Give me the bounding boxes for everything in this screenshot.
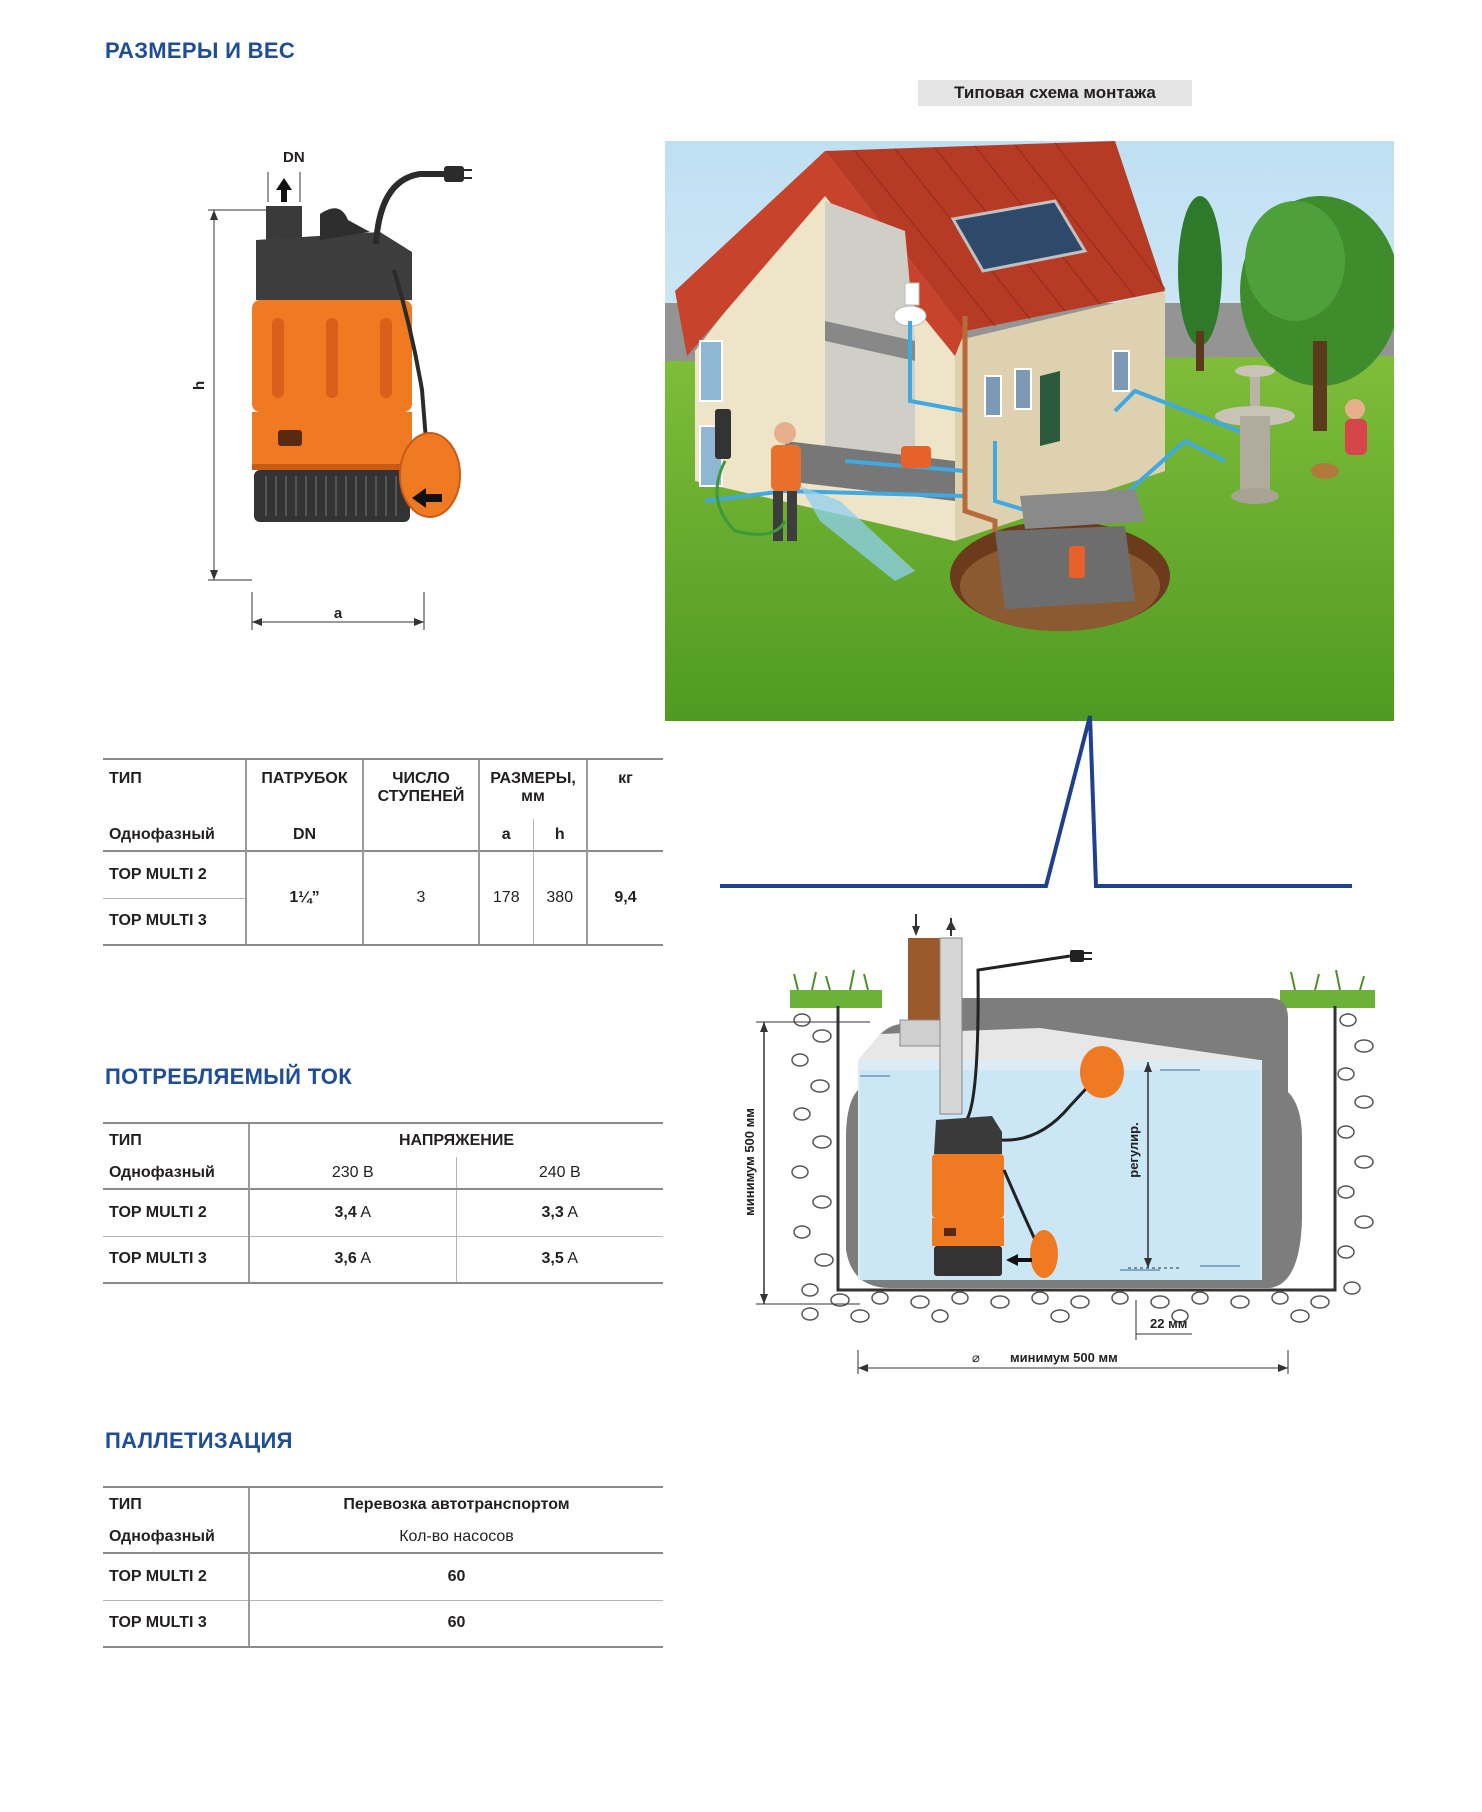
dimensions-table [103,758,663,946]
current-cell: 3,3 A [456,1189,663,1236]
pallet-table [103,1486,663,1648]
front-door [1040,371,1060,446]
pallet-title: ПАЛЛЕТИЗАЦИЯ [105,1428,293,1453]
voltage-240: 240 В [456,1157,663,1189]
subheader-a: a [479,819,533,851]
grass-right [1280,990,1375,1008]
woman-figure [1345,399,1365,419]
dimensions-title: РАЗМЕРЫ И ВЕС [105,38,296,63]
cell-h: 380 [533,851,587,945]
tank [995,526,1135,609]
hand-pump [715,409,731,459]
current-cell: 3,4 A [249,1189,456,1236]
header-size: РАЗМЕРЫ, мм [479,759,587,819]
dog-figure [1311,463,1339,479]
table-row-model: TOP MULTI 3 [103,1600,249,1647]
regul-label: регулир. [1126,1122,1141,1178]
outlet-arrow-icon [276,178,292,202]
cell-dn: 1¼” [246,851,363,945]
man-figure [774,422,796,444]
table-row-model: TOP MULTI 2 [103,1189,249,1236]
h-label: h [191,380,208,390]
connector-lines [720,700,1380,900]
cell-a: 178 [479,851,533,945]
table-row-model: TOP MULTI 3 [103,1236,249,1283]
pump-body [932,1154,1004,1218]
min-diameter-label: минимум 500 мм [1010,1350,1118,1365]
subheader-dn: DN [246,819,363,851]
header-type: ТИП [103,1487,249,1521]
pump-dimension-drawing [180,140,580,640]
current-cell: 3,5 A [456,1236,663,1283]
current-cell: 3,6 A [249,1236,456,1283]
table-row-model: TOP MULTI 3 [103,898,246,945]
tank-section-drawing [740,910,1390,1450]
pump-cap [934,1116,1002,1154]
table-row-model: TOP MULTI 2 [103,1553,249,1600]
cell-stages: 3 [363,851,479,945]
water [860,1070,1260,1280]
diameter-symbol: ⌀ [972,1350,980,1365]
plug-icon [1070,950,1084,962]
header-type: ТИП [103,759,246,819]
pump-motor-cap [256,232,412,300]
subheader-phase: Однофазный [109,1163,215,1181]
header-voltage: НАПРЯЖЕНИЕ [249,1123,663,1157]
outlet-pipe [940,938,962,1114]
voltage-230: 230 В [249,1157,456,1189]
house-installation-illustration [665,141,1394,721]
a-label: a [333,605,343,622]
grass-left [790,990,882,1008]
power-cable [376,174,448,244]
dn-label: DN [283,149,305,166]
cell-kg: 9,4 [587,851,663,945]
current-table [103,1122,663,1284]
subheader-phase: Однофазный [109,825,215,843]
float-switch [1080,1046,1124,1098]
scheme-label: Типовая схема монтажа [918,80,1192,106]
subheader-qty: Кол-во насосов [249,1521,663,1553]
qty-cell: 60 [249,1553,663,1600]
gap-label: 22 мм [1150,1316,1188,1331]
header-transport: Перевозка автотранспортом [249,1487,663,1521]
tree [1178,196,1222,346]
qty-cell: 60 [249,1600,663,1647]
table-row-model: TOP MULTI 2 [103,851,246,898]
min-height-label: минимум 500 мм [742,1108,757,1216]
pump-base [934,1246,1002,1276]
header-stages: ЧИСЛО СТУПЕНЕЙ [363,759,479,851]
header-type: ТИП [103,1123,249,1157]
subheader-h: h [533,819,587,851]
plug-icon [444,166,464,182]
current-title: ПОТРЕБЛЯЕМЫЙ ТОК [105,1064,352,1089]
subheader-phase: Однофазный [109,1527,215,1545]
pressure-unit [901,446,931,468]
header-outlet: ПАТРУБОК [246,759,363,819]
header-kg: кг [587,759,663,851]
